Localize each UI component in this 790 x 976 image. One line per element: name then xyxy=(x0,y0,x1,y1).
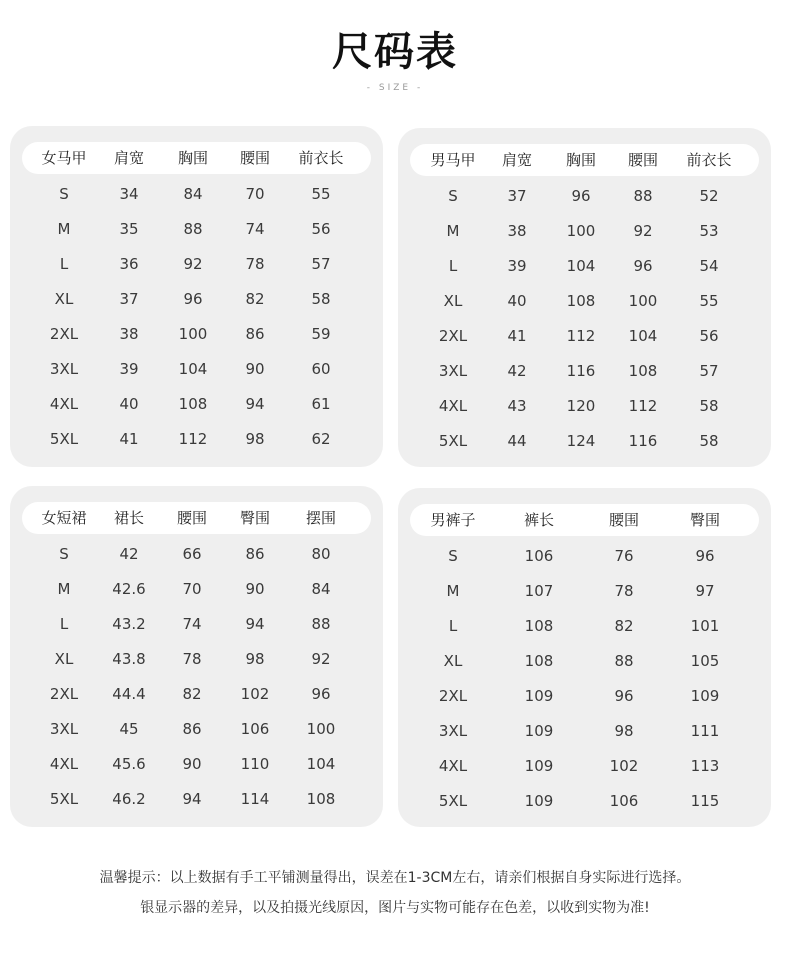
size-label-cell: 3XL xyxy=(438,722,468,740)
measurement-cell: 44 xyxy=(507,432,527,450)
size-label-cell: M xyxy=(57,580,71,598)
header-cell: 前衣长 xyxy=(298,149,344,167)
measurement-cell: 92 xyxy=(183,255,203,273)
size-label-cell: 5XL xyxy=(438,792,468,810)
measurement-cell: 94 xyxy=(182,790,202,808)
measurement-cell: 46.2 xyxy=(112,790,146,808)
page-title: 尺码表 xyxy=(332,28,458,75)
measurement-cell: 36 xyxy=(119,255,139,273)
measurement-cell: 38 xyxy=(507,222,527,240)
measurement-cell: 90 xyxy=(182,755,202,773)
header-cell: 胸围 xyxy=(177,149,208,167)
measurement-cell: 97 xyxy=(695,582,715,600)
size-label-cell: S xyxy=(448,547,458,565)
header-cell: 肩宽 xyxy=(501,151,532,169)
measurement-cell: 66 xyxy=(182,545,202,563)
size-label-cell: 5XL xyxy=(49,790,79,808)
measurement-cell: 56 xyxy=(311,220,331,238)
measurement-cell: 101 xyxy=(690,617,720,635)
measurement-cell: 43.2 xyxy=(112,615,146,633)
header-cell: 男马甲 xyxy=(430,151,476,169)
measurement-cell: 96 xyxy=(183,290,203,308)
size-label-cell: 4XL xyxy=(438,757,468,775)
measurement-cell: 42 xyxy=(507,362,527,380)
measurement-cell: 96 xyxy=(311,685,331,703)
notice-line-2: 银显示器的差异，以及拍摄光线原因，图片与实物可能存在色差，以收到实物为准! xyxy=(140,900,650,916)
measurement-cell: 37 xyxy=(119,290,139,308)
measurement-cell: 40 xyxy=(507,292,527,310)
measurement-cell: 86 xyxy=(245,325,265,343)
measurement-cell: 100 xyxy=(178,325,208,343)
measurement-cell: 104 xyxy=(178,360,208,378)
size-label-cell: S xyxy=(448,187,458,205)
measurement-cell: 92 xyxy=(633,222,653,240)
measurement-cell: 84 xyxy=(183,185,203,203)
size-table-womens-skirt xyxy=(10,486,383,827)
measurement-cell: 109 xyxy=(524,757,554,775)
size-label-cell: 2XL xyxy=(438,327,468,345)
measurement-cell: 52 xyxy=(699,187,719,205)
measurement-cell: 109 xyxy=(524,792,554,810)
measurement-cell: 108 xyxy=(628,362,658,380)
measurement-cell: 80 xyxy=(311,545,331,563)
size-label-cell: M xyxy=(57,220,71,238)
measurement-cell: 42 xyxy=(119,545,139,563)
measurement-cell: 44.4 xyxy=(112,685,146,703)
size-label-cell: XL xyxy=(443,652,463,670)
measurement-cell: 74 xyxy=(245,220,265,238)
measurement-cell: 70 xyxy=(245,185,265,203)
measurement-cell: 57 xyxy=(311,255,331,273)
measurement-cell: 43 xyxy=(507,397,527,415)
size-label-cell: 2XL xyxy=(438,687,468,705)
measurement-cell: 58 xyxy=(699,432,719,450)
measurement-cell: 58 xyxy=(311,290,331,308)
measurement-cell: 53 xyxy=(699,222,719,240)
header-cell: 腰围 xyxy=(176,509,207,527)
notice-line-1: 温馨提示：以上数据有手工平铺测量得出，误差在1-3CM左右，请亲们根据自身实际进行选择。 xyxy=(99,870,691,886)
measurement-cell: 82 xyxy=(182,685,202,703)
measurement-cell: 112 xyxy=(178,430,208,448)
header-cell: 胸围 xyxy=(565,151,596,169)
measurement-cell: 102 xyxy=(240,685,270,703)
size-label-cell: XL xyxy=(443,292,463,310)
measurement-cell: 109 xyxy=(524,687,554,705)
size-table-mens-pants xyxy=(398,488,771,827)
size-label-cell: 4XL xyxy=(49,755,79,773)
measurement-cell: 45 xyxy=(119,720,139,738)
measurement-cell: 114 xyxy=(240,790,270,808)
measurement-cell: 42.6 xyxy=(112,580,146,598)
measurement-cell: 112 xyxy=(628,397,658,415)
measurement-cell: 96 xyxy=(614,687,634,705)
size-label-cell: 5XL xyxy=(438,432,468,450)
measurement-cell: 96 xyxy=(571,187,591,205)
measurement-cell: 76 xyxy=(614,547,634,565)
measurement-cell: 55 xyxy=(699,292,719,310)
measurement-cell: 40 xyxy=(119,395,139,413)
header-cell: 前衣长 xyxy=(686,151,732,169)
measurement-cell: 106 xyxy=(609,792,639,810)
measurement-cell: 102 xyxy=(609,757,639,775)
header-cell: 女马甲 xyxy=(41,149,87,167)
measurement-cell: 100 xyxy=(306,720,336,738)
measurement-cell: 88 xyxy=(633,187,653,205)
measurement-cell: 39 xyxy=(507,257,527,275)
measurement-cell: 113 xyxy=(690,757,720,775)
size-label-cell: S xyxy=(59,185,69,203)
measurement-cell: 62 xyxy=(311,430,331,448)
measurement-cell: 84 xyxy=(311,580,331,598)
measurement-cell: 41 xyxy=(119,430,139,448)
measurement-cell: 109 xyxy=(524,722,554,740)
measurement-cell: 61 xyxy=(311,395,331,413)
measurement-cell: 92 xyxy=(311,650,331,668)
measurement-cell: 55 xyxy=(311,185,331,203)
measurement-cell: 78 xyxy=(245,255,265,273)
header-cell: 臀围 xyxy=(689,511,720,529)
measurement-cell: 98 xyxy=(245,430,265,448)
measurement-cell: 98 xyxy=(245,650,265,668)
measurement-cell: 94 xyxy=(245,615,265,633)
header-cell: 腰围 xyxy=(239,149,270,167)
size-table-womens-vest xyxy=(10,126,383,467)
measurement-cell: 45.6 xyxy=(112,755,146,773)
size-label-cell: M xyxy=(446,582,460,600)
measurement-cell: 56 xyxy=(699,327,719,345)
size-label-cell: L xyxy=(59,255,69,273)
size-label-cell: 4XL xyxy=(438,397,468,415)
measurement-cell: 108 xyxy=(178,395,208,413)
measurement-cell: 106 xyxy=(524,547,554,565)
measurement-cell: 39 xyxy=(119,360,139,378)
size-label-cell: S xyxy=(59,545,69,563)
measurement-cell: 98 xyxy=(614,722,634,740)
measurement-cell: 107 xyxy=(524,582,554,600)
size-table-mens-vest xyxy=(398,128,771,467)
header-cell: 腰围 xyxy=(627,151,658,169)
measurement-cell: 94 xyxy=(245,395,265,413)
measurement-cell: 88 xyxy=(311,615,331,633)
measurement-cell: 43.8 xyxy=(112,650,146,668)
measurement-cell: 104 xyxy=(306,755,336,773)
header-cell: 男裤子 xyxy=(430,511,476,529)
measurement-cell: 90 xyxy=(245,580,265,598)
measurement-cell: 60 xyxy=(311,360,331,378)
measurement-cell: 59 xyxy=(311,325,331,343)
measurement-cell: 58 xyxy=(699,397,719,415)
measurement-cell: 38 xyxy=(119,325,139,343)
measurement-cell: 35 xyxy=(119,220,139,238)
size-label-cell: 5XL xyxy=(49,430,79,448)
measurement-cell: 88 xyxy=(614,652,634,670)
size-label-cell: 4XL xyxy=(49,395,79,413)
size-label-cell: L xyxy=(59,615,69,633)
measurement-cell: 90 xyxy=(245,360,265,378)
measurement-cell: 100 xyxy=(628,292,658,310)
measurement-cell: 124 xyxy=(566,432,596,450)
measurement-cell: 96 xyxy=(633,257,653,275)
size-label-cell: 3XL xyxy=(438,362,468,380)
measurement-cell: 54 xyxy=(699,257,719,275)
measurement-cell: 96 xyxy=(695,547,715,565)
measurement-cell: 110 xyxy=(240,755,270,773)
measurement-cell: 41 xyxy=(507,327,527,345)
measurement-cell: 74 xyxy=(182,615,202,633)
measurement-cell: 82 xyxy=(614,617,634,635)
measurement-cell: 111 xyxy=(690,722,720,740)
size-label-cell: 2XL xyxy=(49,685,79,703)
header-cell: 腰围 xyxy=(608,511,639,529)
measurement-cell: 108 xyxy=(524,617,554,635)
measurement-cell: 104 xyxy=(628,327,658,345)
measurement-cell: 116 xyxy=(566,362,596,380)
measurement-cell: 37 xyxy=(507,187,527,205)
size-label-cell: 3XL xyxy=(49,720,79,738)
header-cell: 裙长 xyxy=(113,509,144,527)
measurement-cell: 88 xyxy=(183,220,203,238)
size-label-cell: 2XL xyxy=(49,325,79,343)
measurement-cell: 82 xyxy=(245,290,265,308)
measurement-cell: 120 xyxy=(566,397,596,415)
measurement-cell: 108 xyxy=(566,292,596,310)
size-label-cell: XL xyxy=(54,650,74,668)
measurement-cell: 115 xyxy=(690,792,720,810)
measurement-cell: 86 xyxy=(182,720,202,738)
measurement-cell: 116 xyxy=(628,432,658,450)
size-label-cell: XL xyxy=(54,290,74,308)
page-subtitle: - SIZE - xyxy=(366,83,424,93)
measurement-cell: 108 xyxy=(306,790,336,808)
size-label-cell: 3XL xyxy=(49,360,79,378)
measurement-cell: 108 xyxy=(524,652,554,670)
measurement-cell: 78 xyxy=(614,582,634,600)
measurement-cell: 106 xyxy=(240,720,270,738)
size-label-cell: L xyxy=(448,617,458,635)
measurement-cell: 34 xyxy=(119,185,139,203)
header-cell: 肩宽 xyxy=(113,149,144,167)
measurement-cell: 109 xyxy=(690,687,720,705)
size-label-cell: M xyxy=(446,222,460,240)
measurement-cell: 104 xyxy=(566,257,596,275)
measurement-cell: 100 xyxy=(566,222,596,240)
measurement-cell: 86 xyxy=(245,545,265,563)
size-label-cell: L xyxy=(448,257,458,275)
header-cell: 女短裙 xyxy=(41,509,87,527)
measurement-cell: 57 xyxy=(699,362,719,380)
header-cell: 裤长 xyxy=(523,511,554,529)
header-cell: 臀围 xyxy=(239,509,270,527)
measurement-cell: 78 xyxy=(182,650,202,668)
measurement-cell: 70 xyxy=(182,580,202,598)
measurement-cell: 112 xyxy=(566,327,596,345)
measurement-cell: 105 xyxy=(690,652,720,670)
header-cell: 摆围 xyxy=(305,509,336,527)
